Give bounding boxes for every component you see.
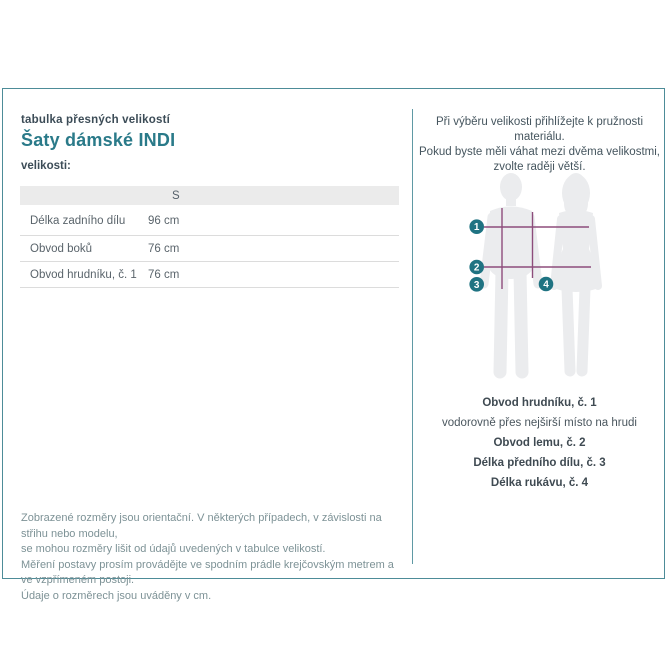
measurement-value: 76 cm	[148, 268, 180, 281]
size-table-body	[20, 205, 399, 288]
measurement-legend-item: Délka předního dílu, č. 3	[473, 457, 606, 469]
measurement-name: Obvod hrudníku, č. 1	[30, 268, 137, 281]
disclaimer-line: se mohou rozměry lišit od údajů uvedených v tabulce velikostí.	[21, 543, 326, 555]
disclaimer-text	[21, 511, 401, 604]
measurement-figure	[431, 166, 651, 381]
size-table-row	[20, 236, 399, 262]
size-table	[20, 186, 399, 288]
size-column-header: S	[172, 189, 180, 202]
male-silhouette-icon	[484, 173, 538, 372]
disclaimer-line: Měření postavy prosím provádějte ve spodním prádle krejčovským metrem a ve vzpřímeném postoji.	[21, 558, 394, 586]
measurement-name: Délka zadního dílu	[30, 215, 126, 227]
size-chart-frame	[2, 88, 665, 602]
svg-text:3: 3	[473, 279, 480, 291]
measurement-legend	[413, 391, 666, 496]
body-silhouettes-illustration	[431, 166, 651, 381]
measurement-value: 96 cm	[148, 215, 180, 227]
size-advice-line: Pokud byste měli váhat mezi dvěma velikostmi,	[419, 146, 660, 158]
sizes-label: velikosti:	[21, 160, 71, 172]
size-table-row	[20, 205, 399, 236]
marker-1-badge	[469, 219, 484, 234]
size-table-header	[20, 186, 399, 205]
svg-text:2: 2	[473, 262, 480, 274]
svg-text:4: 4	[543, 279, 549, 291]
measurement-legend-item: Obvod lemu, č. 2	[493, 437, 586, 449]
measurement-name: Obvod boků	[30, 242, 93, 255]
size-advice-line: Při výběru velikosti přihlížejte k pružnosti materiálu.	[435, 116, 644, 143]
disclaimer-line: Zobrazené rozměry jsou orientační. V některých případech, v závislosti na střihu nebo modelu,	[21, 512, 382, 540]
marker-2-badge	[469, 260, 484, 275]
measurement-legend-item: vodorovně přes nejširší místo na hrudi	[442, 417, 637, 429]
measurement-value: 76 cm	[148, 242, 180, 255]
measurement-legend-item: Obvod hrudníku, č. 1	[482, 397, 597, 409]
size-advice-line: zvolte raději větší.	[493, 161, 586, 173]
measurement-legend-item: Délka rukávu, č. 4	[490, 477, 589, 489]
product-title: Šaty dámské INDI	[21, 130, 176, 150]
marker-3-badge	[469, 277, 484, 292]
female-silhouette-icon	[553, 173, 599, 371]
disclaimer-line: Údaje o rozměrech jsou uváděny v cm.	[21, 589, 212, 602]
size-table-row	[20, 262, 399, 288]
marker-4-badge	[539, 277, 554, 292]
svg-text:1: 1	[473, 222, 480, 234]
table-caption: tabulka přesných velikostí	[21, 114, 171, 126]
